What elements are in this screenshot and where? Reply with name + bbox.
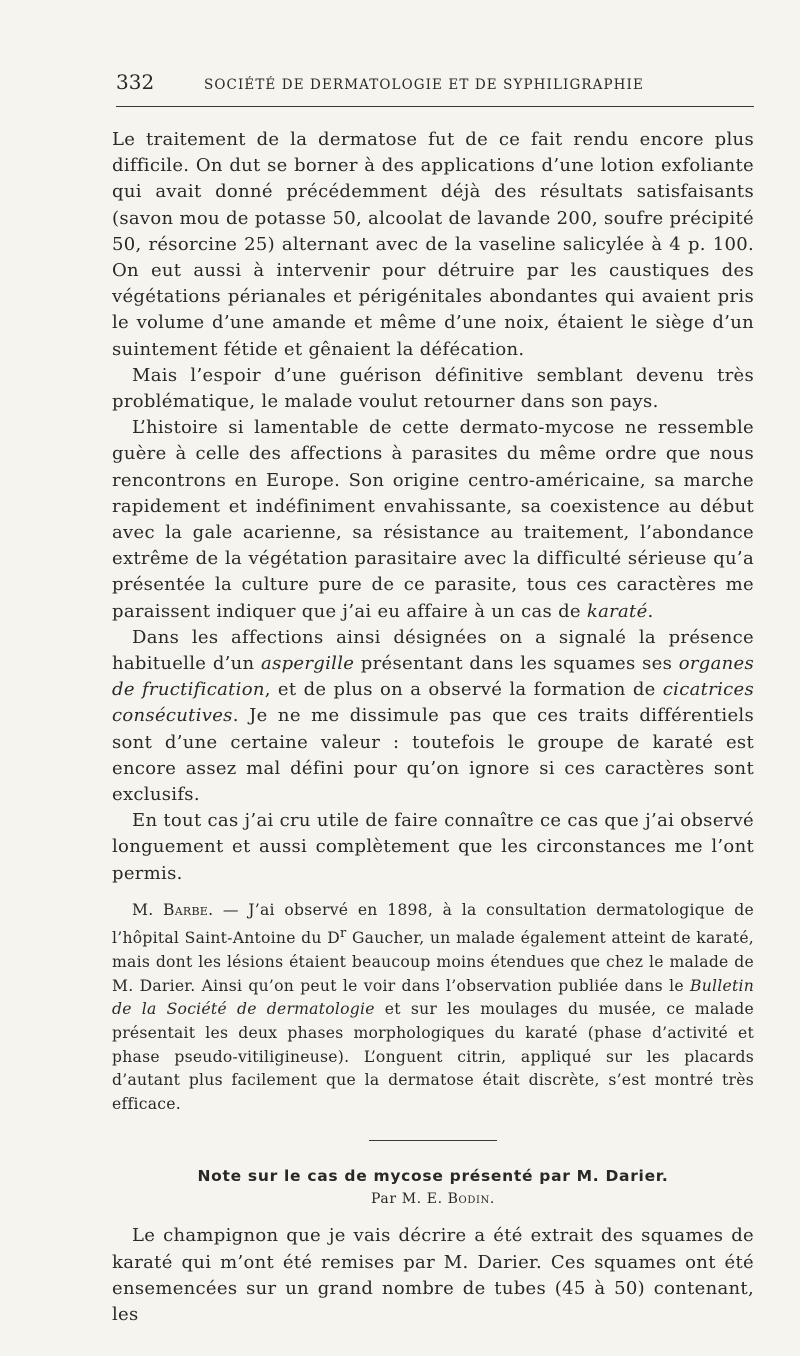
paragraph-conclusion: En tout cas j’ai cru utile de faire connaître ce cas que j’ai observé longuement et aussi complètement que les circonstances me l’ont permis. <box>112 810 754 884</box>
note-byline <box>112 1191 754 1207</box>
karate-term: karaté <box>586 600 648 622</box>
speaker-prefix: M. <box>132 900 164 919</box>
history-end: . <box>647 600 654 622</box>
byline-end: . <box>489 1191 495 1208</box>
paragraph-note-start: Le champignon que je vais décrire a été extrait des squames de karaté qui m’ont été remises par M. Darier. Ces squames ont été ensemencées sur un grand nombre de tubes (45 à 50) contenant, les <box>112 1225 754 1326</box>
cicatrices-term: cicatrices consécutives <box>112 679 754 727</box>
aspergille-term: aspergille <box>261 653 355 675</box>
section-divider <box>369 1140 497 1141</box>
note-title: Note sur le cas de mycose présenté par M. Darier. <box>197 1167 669 1186</box>
doctor-superscript: r <box>339 926 347 942</box>
article-body <box>112 127 754 1328</box>
journal-title: SOCIÉTÉ DE DERMATOLOGIE ET DE SYPHILIGRAPHIE <box>204 77 644 93</box>
fructification-term: organes de fructification <box>112 653 755 701</box>
paragraph-hope: Mais l’espoir d’une guérison définitive semblant devenu très problématique, le malade voulut retourner dans son pays. <box>112 364 754 413</box>
page-number: 332 <box>116 70 155 94</box>
running-head <box>116 70 754 107</box>
affections-text-c: , et de plus on a observé la formation de <box>264 679 663 701</box>
discussion-barbe <box>112 899 754 1117</box>
history-text: L’histoire si lamentable de cette dermato-mycose ne ressemble guère à celle des affections à parasites du même ordre que nous rencontrons en Europe. Son origine centro-américaine, sa marche rapidement et indéfiniment envahissante, sa coexistence au début avec la gale acarienne, sa résistance au traitement, l’abondance extrême de la végétation parasitaire avec la difficulté sérieuse qu’a présentée la culture pure de ce parasite, tous ces caractères me paraissent indiquer que j’ai eu affaire à un cas de <box>112 417 754 622</box>
speaker-name: Barbe <box>163 900 209 919</box>
bulletin-reference: Bulletin de la Société de dermatologie <box>112 976 754 1019</box>
affections-text-d: . Je ne me dissimule pas que ces traits différentiels sont d’une certaine valeur : toutefois le groupe de karaté est encore assez mal défini pour qu’on ignore si ces caractères sont exclusifs. <box>112 705 754 806</box>
discussion-text-c: et sur les moulages du musée, ce malade présentait les deux phases morphologiques du karaté (phase d’activité et phase pseudo-vitiligineuse). L’onguent citrin, appliqué sur les placards d’autant plus facilement que la dermatose était discrète, s’est montré très efficace. <box>112 1000 754 1113</box>
affections-text-a: Dans les affections ainsi désignées on a signalé la présence habituelle d’un <box>112 626 754 675</box>
byline-name: Bodin <box>447 1191 490 1208</box>
byline-prefix: Par M. E. <box>371 1191 448 1208</box>
affections-text-b: présentant dans les squames ses <box>354 653 679 675</box>
paragraph-treatment: Le traitement de la dermatose fut de ce fait rendu encore plus difficile. On dut se borner à des applications d’une lotion exfoliante qui avait donné précédemment déjà des résultats satisfaisants (savon mou de potasse 50, alcoolat de lavande 200, soufre précipité 50, résorcine 25) alternant avec de la vaseline salicylée à 4 p. 100. On eut aussi à intervenir pour détruire par les caustiques des végétations périanales et périgénitales abondantes qui avaient pris le volume d’une amande et même d’une noix, étaient le siège d’un suintement fétide et gênaient la défécation. <box>112 129 754 360</box>
discussion-text-a: . — J’ai observé en 1898, à la consultation dermatologique de l’hôpital Saint-Antoine du D <box>112 900 754 948</box>
paragraph-history <box>112 415 754 625</box>
discussion-text-b: Gaucher, un malade également atteint de karaté, mais dont les lésions étaient beaucoup moins étendues que chez le malade de M. Darier. Ainsi qu’on peut le voir dans l’observation publiée dans le <box>112 929 755 995</box>
paragraph-affections <box>112 625 754 808</box>
page <box>112 70 754 1328</box>
